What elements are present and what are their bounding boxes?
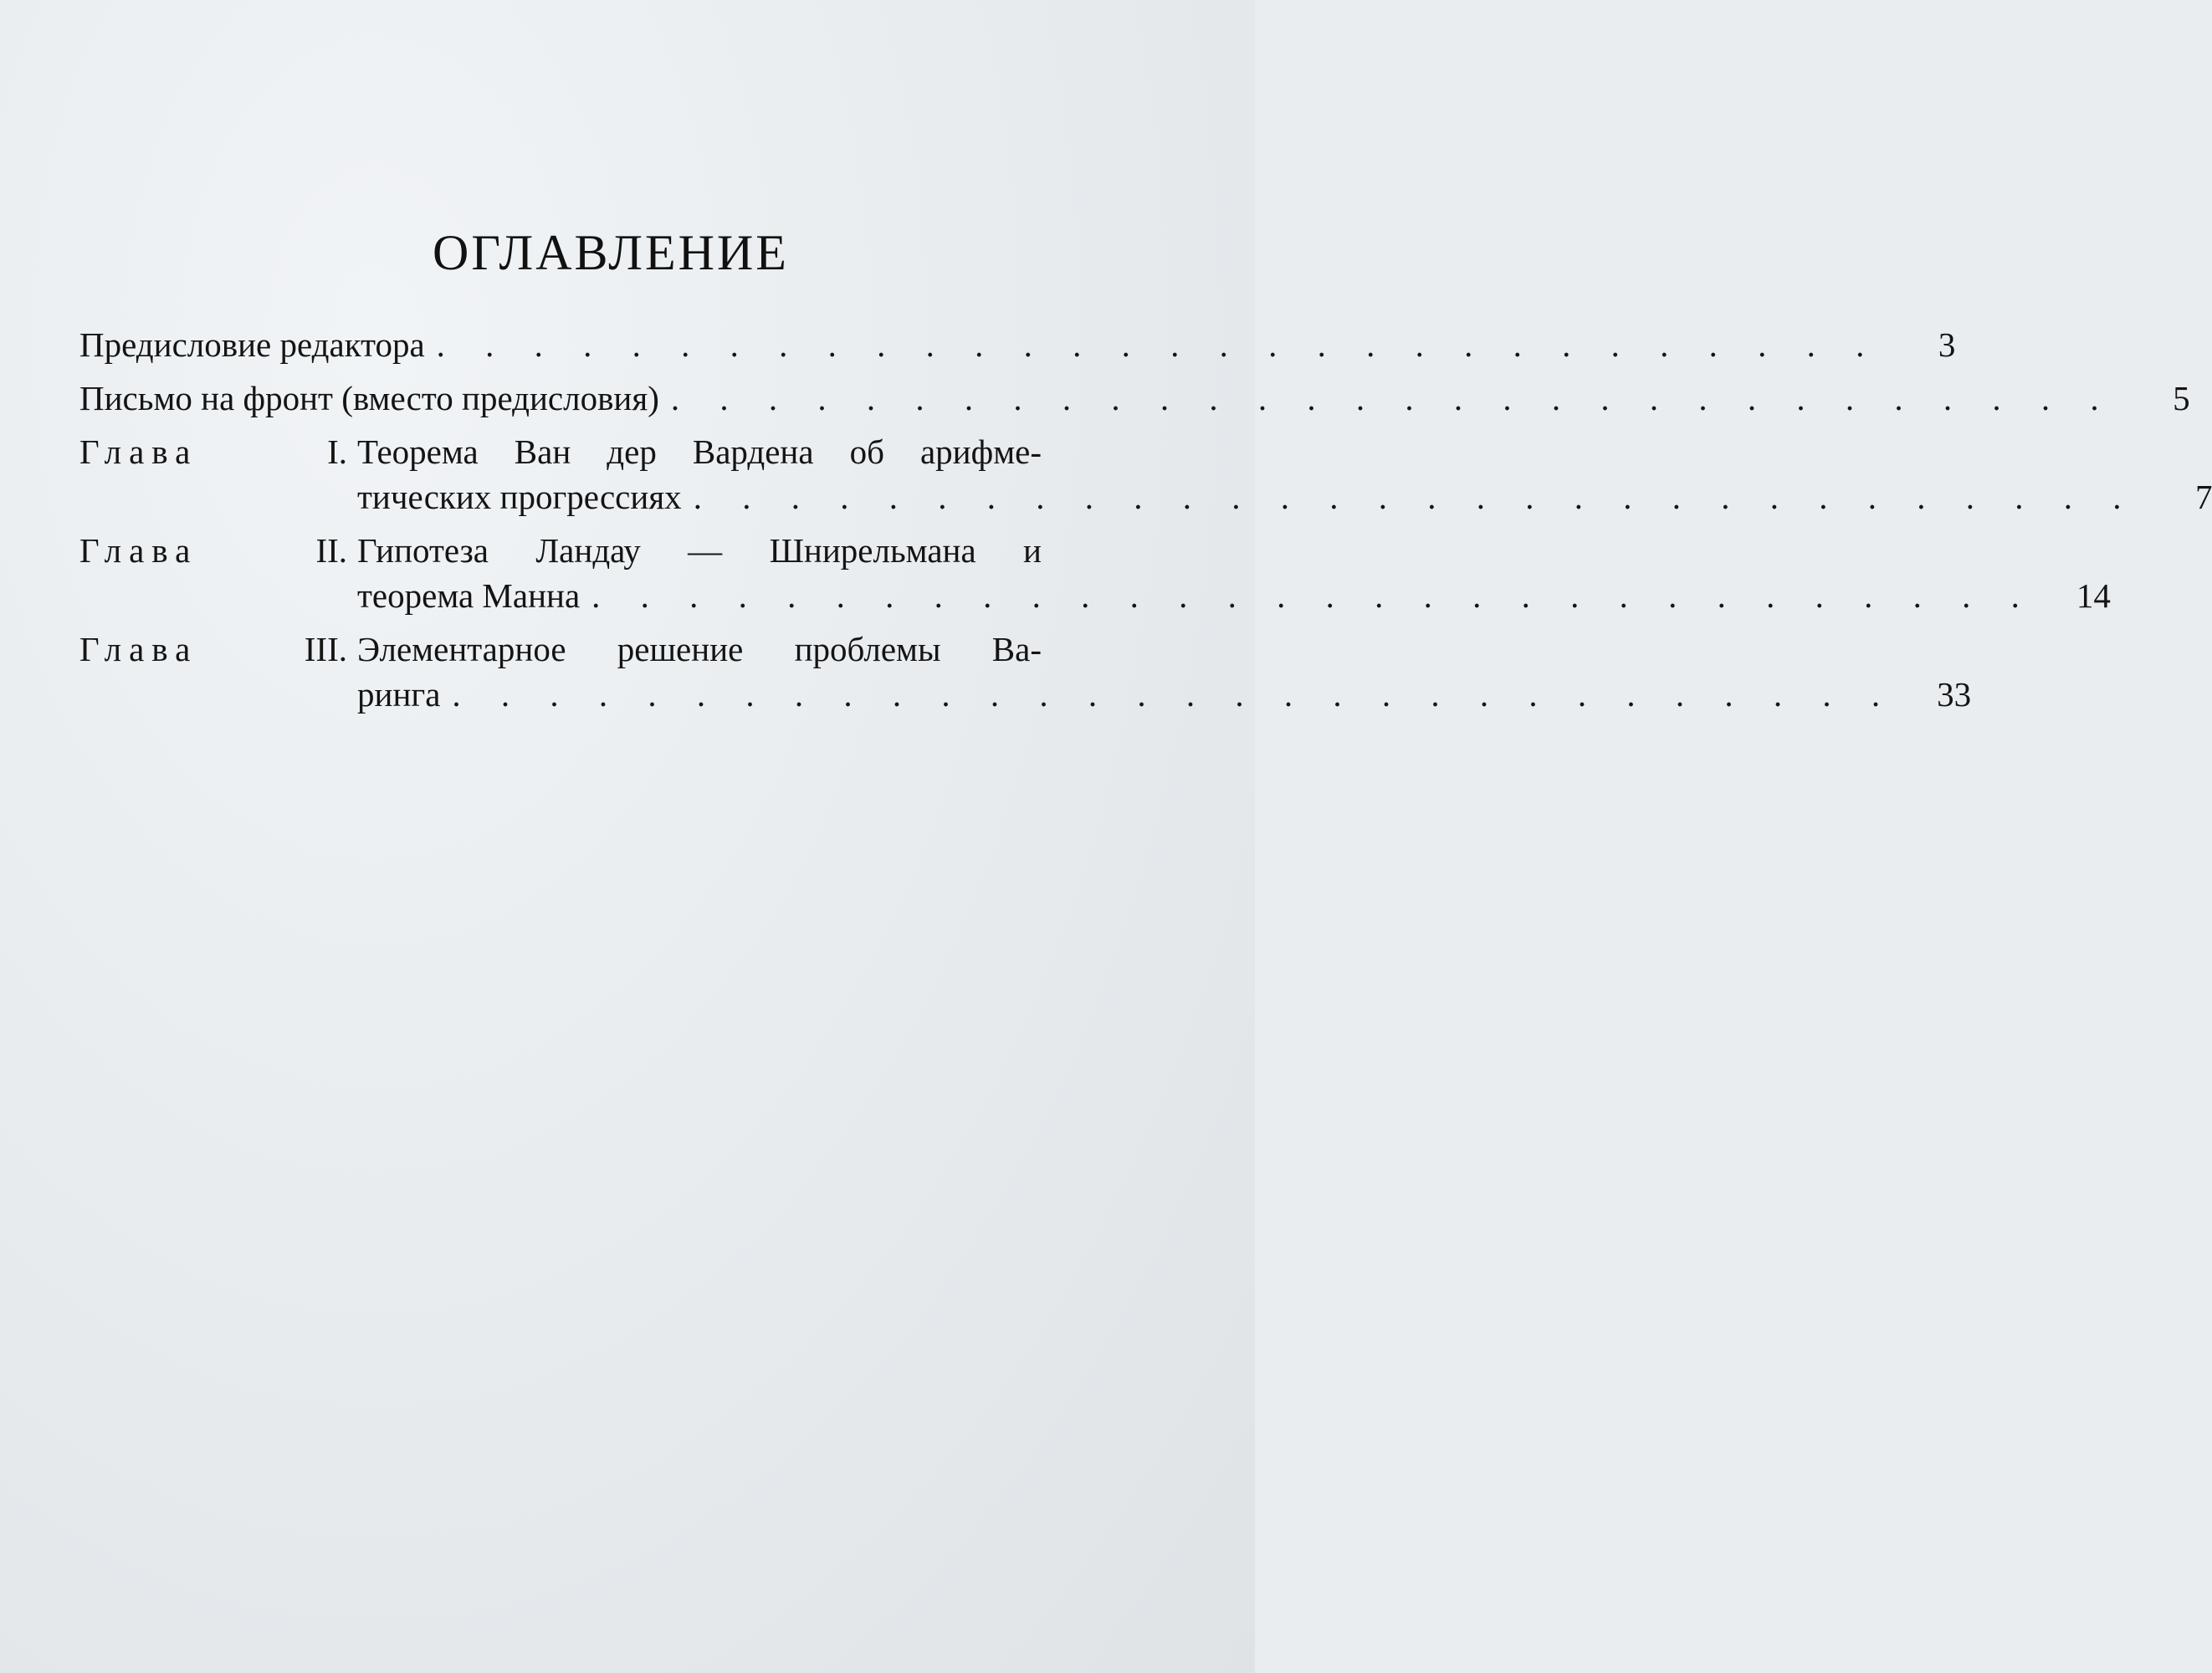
table-of-contents [79, 322, 2212, 725]
chapter-title-line-last [357, 672, 1972, 717]
toc-entry-editor-preface [79, 322, 1956, 367]
chapter-title [357, 627, 1972, 717]
dot-leader: . . . . . . . . . . . . . . . . . . . . . . . . . . . . . . [670, 379, 2115, 417]
entry-title: Письмо на фронт (вместо предисловия) [79, 379, 659, 417]
dot-leader: . . . . . . . . . . . . . . . . . . . . . . . . . . . . . . [436, 325, 1881, 364]
entry-page-number: 5 [2173, 379, 2190, 417]
chapter-number: I. [327, 432, 347, 471]
chapter-title-continuation: теорема Манна [357, 576, 581, 615]
toc-title: ОГЛАВЛЕНИЕ [433, 225, 789, 280]
chapter-title [357, 429, 2212, 519]
toc-entry-chapter-1 [79, 429, 2212, 519]
entry-page-number: 33 [1937, 675, 1972, 714]
chapter-title-line-last [357, 474, 2212, 519]
chapter-label: Глава [79, 531, 198, 570]
chapter-number: II. [315, 531, 347, 570]
chapter-label: Глава [79, 630, 198, 668]
dot-leader: . . . . . . . . . . . . . . . . . . . . . . . . . . . . . . [591, 576, 2035, 615]
chapter-title-line-last [357, 573, 2111, 618]
entry-page-number: 14 [2076, 576, 2111, 615]
toc-entry-chapter-3 [79, 627, 1972, 717]
entry-page-number: 7 [2194, 478, 2212, 516]
chapter-title-line: Элементарное решение проблемы Ва- [357, 630, 1042, 668]
chapter-number: III. [304, 630, 347, 668]
entry-page-number: 3 [1938, 325, 1956, 364]
chapter-title-line: Теорема Ван дер Вардена об арифме- [357, 432, 1042, 471]
chapter-label: Глава [79, 432, 198, 471]
dot-leader: . . . . . . . . . . . . . . . . . . . . . . . . . . . . . . [452, 675, 1897, 714]
chapter-title [357, 528, 2111, 618]
chapter-title-line: Гипотеза Ландау — Шнирельмана и [357, 531, 1042, 570]
chapter-title-continuation: ринга [357, 675, 441, 714]
dot-leader: . . . . . . . . . . . . . . . . . . . . . . . . . . . . . . [693, 478, 2138, 516]
toc-entry-chapter-2 [79, 528, 2111, 618]
entry-title: Предисловие редактора [79, 325, 425, 364]
chapter-title-continuation: тических прогрессиях [357, 478, 682, 516]
toc-entry-letter-to-front [79, 376, 2190, 421]
